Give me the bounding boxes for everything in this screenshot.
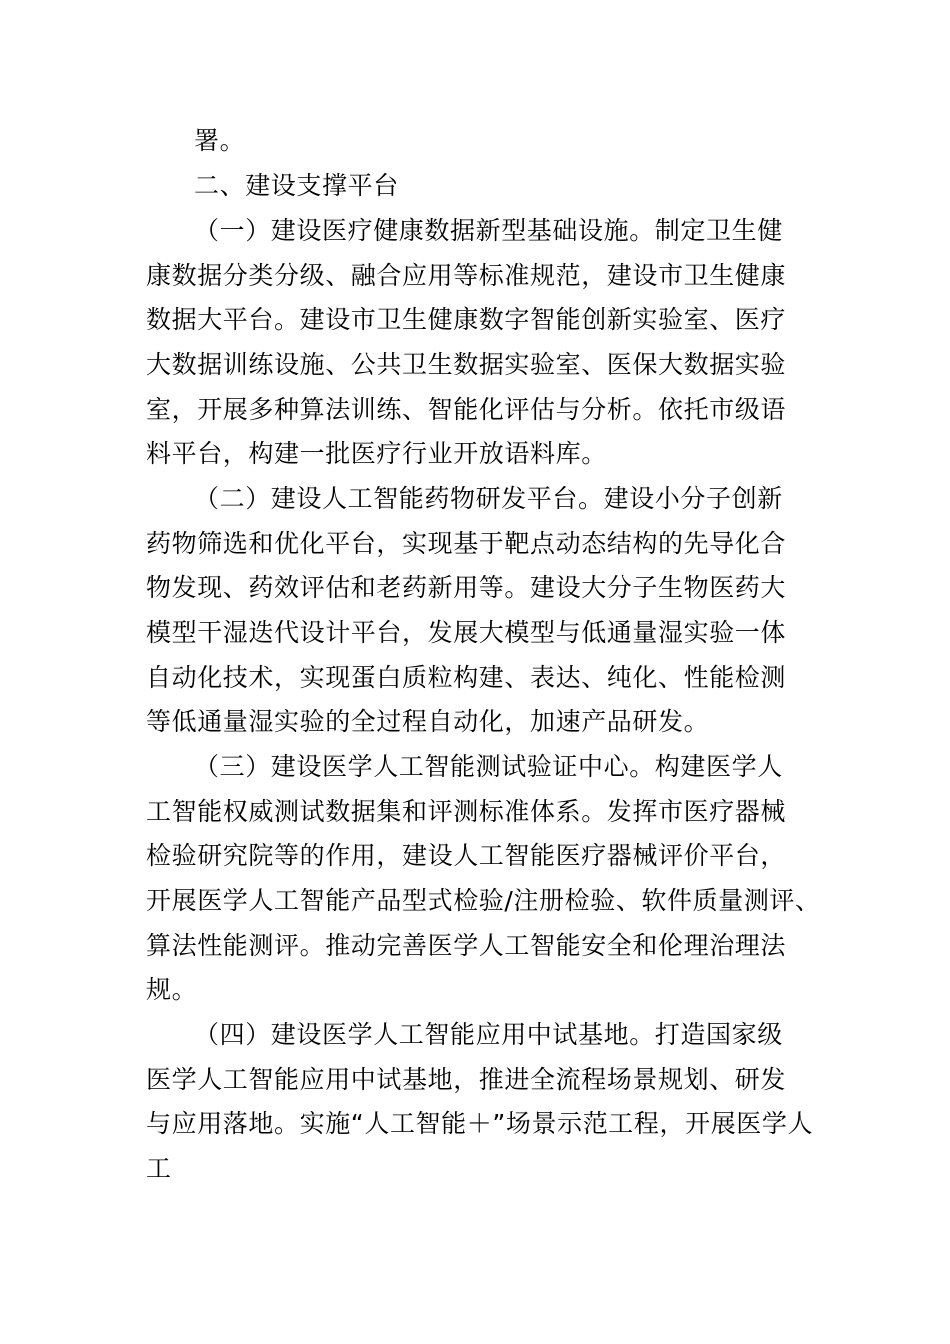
paragraph-3-line: 工智能权威测试数据集和评测标准体系。发挥市医疗器械 — [146, 797, 787, 826]
paragraph-1-line: 料平台，构建一批医疗行业开放语料库。 — [146, 439, 607, 468]
paragraph-1-line: 室，开展多种算法训练、智能化评估与分析。依托市级语 — [146, 395, 787, 424]
paragraph-4-line: 与应用落地。实施“人工智能＋”场景示范工程，开展医学人 — [146, 1109, 814, 1138]
paragraph-2-line: 自动化技术，实现蛋白质粒构建、表达、纯化、性能检测 — [146, 663, 787, 692]
paragraph-1-line: 大数据训练设施、公共卫生数据实验室、医保大数据实验 — [146, 350, 787, 379]
paragraph-1-line: （一）建设医疗健康数据新型基础设施。制定卫生健 — [194, 216, 783, 245]
paragraph-4-line: 医学人工智能应用中试基地，推进全流程场景规划、研发 — [146, 1065, 787, 1094]
paragraph-2-line: （二）建设人工智能药物研发平台。建设小分子创新 — [194, 484, 783, 513]
paragraph-2-line: 等低通量湿实验的全过程自动化，加速产品研发。 — [146, 707, 710, 736]
text-line: 署。 — [194, 126, 246, 155]
paragraph-4-line: （四）建设医学人工智能应用中试基地。打造国家级 — [194, 1020, 783, 1049]
paragraph-3-line: 规。 — [146, 975, 198, 1004]
paragraph-3-line: （三）建设医学人工智能测试验证中心。构建医学人 — [194, 752, 783, 781]
section-heading: 二、建设支撑平台 — [194, 171, 399, 200]
paragraph-1-line: 康数据分类分级、融合应用等标准规范，建设市卫生健康 — [146, 261, 787, 290]
paragraph-3-line: 检验研究院等的作用，建设人工智能医疗器械评价平台， — [146, 841, 787, 870]
paragraph-3-line: 开展医学人工智能产品型式检验/注册检验、软件质量测评、 — [146, 886, 821, 915]
paragraph-2-line: 物发现、药效评估和老药新用等。建设大分子生物医药大 — [146, 573, 787, 602]
paragraph-1-line: 数据大平台。建设市卫生健康数字智能创新实验室、医疗 — [146, 305, 787, 334]
paragraph-4-line: 工 — [146, 1154, 172, 1183]
paragraph-2-line: 药物筛选和优化平台，实现基于靶点动态结构的先导化合 — [146, 529, 787, 558]
paragraph-3-line: 算法性能测评。推动完善医学人工智能安全和伦理治理法 — [146, 931, 787, 960]
paragraph-2-line: 模型干湿迭代设计平台，发展大模型与低通量湿实验一体 — [146, 618, 787, 647]
